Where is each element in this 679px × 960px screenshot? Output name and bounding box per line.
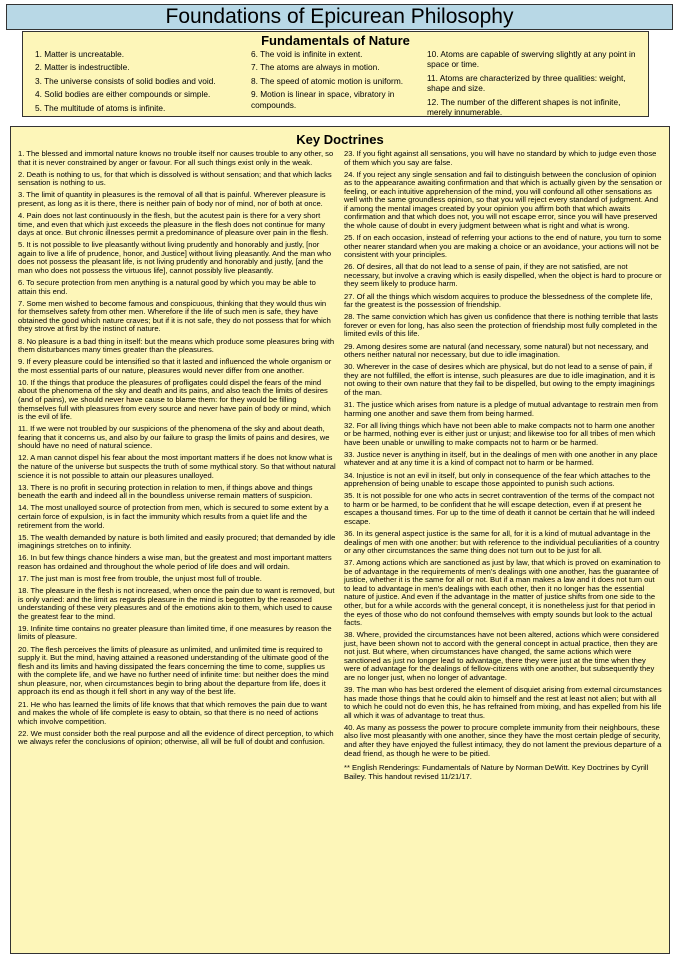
doctrine-33: 33. Justice never is anything in itself, but in the dealings of men with one another in any place whatever and at any time it is a kind of compact not to harm or be harmed. [344, 449, 658, 468]
fundamental-item: 6. The void is infinite in extent. [251, 49, 363, 59]
fundamental-item: 8. The speed of atomic motion is uniform. [251, 75, 404, 86]
fundamentals-column-1 [35, 49, 253, 116]
doctrine-9: 9. If every pleasure could be intensified so that it lasted and influenced the whole organism or the most essential parts of our nature, pleasures would never differ from one another. [18, 357, 332, 375]
doctrine-6: 6. To secure protection from men anything is a natural good by which you may be able to attain this end. [18, 278, 316, 296]
doctrine-23: 23. If you fight against all sensations, you will have no standard by which to judge even those of them which you say are false. [344, 149, 657, 167]
fundamental-item: 5. The multitude of atoms is infinite. [35, 102, 166, 113]
doctrine-2: 2. Death is nothing to us, for that which is dissolved is without sensation; and that which lacks sensation is nothing to us. [18, 169, 332, 188]
doctrines-right-column [344, 150, 662, 785]
doctrine-1: 1. The blessed and immortal nature knows no trouble itself nor causes trouble to any other, so that it is never constrained by anger or favour. For all such things exist only in the weak. [18, 149, 334, 167]
doctrine-25: 25. If on each occasion, instead of referring your actions to the end of nature, you turn to some other nearer standard when you are making a choice or an avoidance, your actions will not be consistent with your principles. [344, 233, 662, 260]
page-title: Foundations of Epicurean Philosophy [6, 4, 673, 30]
fundamental-item: 1. Matter is uncreatable. [35, 49, 125, 59]
doctrines-left-column [18, 150, 336, 750]
doctrine-38: 38. Where, provided the circumstances have not been altered, actions which were considered just, have been shown not to accord with the general concept in actual practice, then they are not just. But where, when circumstances have changed, the same actions which were sanctioned as just no longer lead to advantage, there they were just at the time when they were of advantage for the dealings of fellow-citizens with one another, but subsequently they are no longer just, when no longer of advantage. [344, 630, 659, 682]
fundamental-item: 3. The universe consists of solid bodies and void. [35, 75, 216, 86]
doctrine-8: 8. No pleasure is a bad thing in itself: but the means which produce some pleasures bring with them disturbances many times greater than the pleasures. [18, 336, 335, 355]
doctrine-16: 16. In but few things chance hinders a wise man, but the greatest and most important matters reason has ordained and throughout the whole period of life does and will ordain. [18, 553, 332, 571]
doctrine-32: 32. For all living things which have not been able to make compacts not to harm one another or be harmed, nothing ever is either just or unjust; and likewise too for all tribes of men which have been unable or unwilling to make compacts not to harm or be harmed. [344, 420, 656, 447]
fundamentals-column-3 [427, 49, 641, 120]
doctrine-19: 19. Infinite time contains no greater pleasure than limited time, if one measures by reason the limits of pleasure. [18, 623, 332, 642]
doctrine-35: 35. It is not possible for one who acts in secret contravention of the terms of the compact not to harm or be harmed, to be confident that he will escape detection, even if at present he escapes a thousand times. For up to the time of death it cannot be certain that he will indeed escape. [344, 491, 655, 526]
key-doctrines-heading: Key Doctrines [296, 132, 384, 147]
doctrine-40: 40. As many as possess the power to procure complete immunity from their neighbours, these also live most pleasantly with one another, since they have the most certain pledge of security, and after they have enjoyed the fullest intimacy, they do not lament the previous departure of a dead friend, as though he were to be pitied. [344, 722, 662, 758]
doctrine-15: 15. The wealth demanded by nature is both limited and easily procured; that demanded by idle imaginings stretches on to infinity. [18, 532, 336, 551]
doctrine-11: 11. If we were not troubled by our suspicions of the phenomena of the sky and about death, fearing that it concerns us, and also by our failure to grasp the limits of pains and desires, we should have no need of natural science. [18, 424, 330, 451]
doctrine-18: 18. The pleasure in the flesh is not increased, when once the pain due to want is removed, but is only varied: and the limit as regards pleasure in the mind is begotten by the reasoned understanding of these very pleasures and of the emotions akin to them, which used to cause the greatest fear to the mind. [18, 586, 335, 621]
fundamentals-column-2 [251, 49, 429, 113]
doctrine-20: 20. The flesh perceives the limits of pleasure as unlimited, and unlimited time is required to supply it. But the mind, having attained a reasoned understanding of the ultimate good of the flesh and its limits and having dissipated the fears concerning the time to come, supplies us with the complete life, and we have no further need of infinite time: but neither does the mind shun pleasure, nor, when circumstances begin to bring about the departure from life, does it approach its end as though it fell short in any way of the best life. [18, 644, 329, 697]
doctrine-21: 21. He who has learned the limits of life knows that that which removes the pain due to want and makes the whole of life complete is easy to obtain, so that there is no need of actions which involve competition. [18, 699, 327, 726]
doctrine-30: 30. Wherever in the case of desires which are physical, but do not lead to a sense of pain, if they are not fulfilled, the effort is intense, such pleasures are due to idle imagination, and it is not owing to their own nature that they fail to be dispelled, but owing to the empty imaginings of the man. [344, 362, 655, 397]
doctrine-5: 5. It is not possible to live pleasantly without living prudently and honorably and justly, [nor again to live a life of prudence, honor, and Justice] without living pleasantly. And the man who does not possess the pleasant life, is not living prudently and honorably and justly, [and the man who does not possess the virtuous life], cannot possibly live pleasantly. [18, 240, 332, 275]
fundamentals-heading: Fundamentals of Nature [261, 33, 410, 48]
doctrine-36: 36. In its general aspect justice is the same for all, for it is a kind of mutual advantage in the dealings of men with one another: but with reference to the individual peculiarities of a country or any other circumstances the same thing does not turn out to be just for all. [344, 529, 660, 556]
doctrine-13: 13. There is no profit in securing protection in relation to men, if things above and things beneath the earth and indeed all in the boundless universe remain matters of suspicion. [18, 482, 313, 501]
doctrine-3: 3. The limit of quantity in pleasures is the removal of all that is painful. Wherever pleasure is present, as long as it is there, there is neither pain of body nor of mind, nor of both at once. [18, 190, 326, 208]
fundamental-item: 2. Matter is indestructible. [35, 62, 130, 73]
credits-note: ** English Renderings: Fundamentals of Nature by Norman DeWitt. Key Doctrines by Cyrill Bailey. This handout revised 11/21/17. [344, 763, 649, 781]
doctrine-4: 4. Pain does not last continuously in the flesh, but the acutest pain is there for a very short time, and even that which just exceeds the pleasure in the flesh does not continue for many days at once. But chronic illnesses permit a predominance of pleasure over pain in the flesh. [18, 211, 329, 238]
doctrine-10: 10. If the things that produce the pleasures of profligates could dispel the fears of the mind about the phenomena of the sky and death and its pains, and also teach the limits of desires (and of pains), we should never have cause to blame them: for they would be filling themselves full with pleasures from every source and never have pain of body or mind, which is the evil of life. [18, 377, 331, 422]
doctrine-14: 14. The most unalloyed source of protection from men, which is secured to some extent by a certain force of expulsion, is in fact the immunity which results from a quiet life and the retirement from the world. [18, 503, 329, 530]
doctrine-37: 37. Among actions which are sanctioned as just by law, that which is proved on examination to be of advantage in the requirements of men's dealings with one another, has the guarantee of justice, whether it is the same for all or not. But if a man makes a law and it does not turn out to lead to advantage in men's dealings with each other, then it no longer has the essential nature of justice. And even if the advantage in the matter of justice shifts from one side to the other, but for a while accords with the general concept, it is nonetheless just for that period in the eyes of those who do not confound themselves with empty sounds but look to the actual facts. [344, 558, 661, 628]
doctrine-31: 31. The justice which arises from nature is a pledge of mutual advantage to restrain men from harming one another and save them from being harmed. [344, 399, 658, 418]
fundamental-item: 7. The atoms are always in motion. [251, 62, 380, 73]
doctrine-39: 39. The man who has best ordered the element of disquiet arising from external circumstances has made those things that he could akin to himself and the rest at least not alien; but with all to which he could not do even this, he has refrained from mixing, and has expelled from his life all which it was of advantage to treat thus. [344, 685, 662, 720]
doctrine-28: 28. The same conviction which has given us confidence that there is nothing terrible that lasts forever or even for long, has also seen the protection of friendship most fully completed in the limited evils of this life. [344, 312, 658, 339]
doctrine-29: 29. Among desires some are natural (and necessary, some natural) but not necessary, and others neither natural nor necessary, but due to idle imagination. [344, 341, 649, 360]
fundamental-item: 9. Motion is linear in space, vibratory in compounds. [251, 89, 395, 110]
doctrine-34: 34. Injustice is not an evil in itself, but only in consequence of the fear which attaches to the apprehension of being unable to escape those appointed to punish such actions. [344, 470, 651, 489]
doctrine-24: 24. If you reject any single sensation and fail to distinguish between the conclusion of opinion as to the appearance awaiting confirmation and that which is actually given by the sensation or feeling, or each intuitive apprehension of the mind, you will confound all other sensations as well with the same groundless opinion, so that you will reject every standard of judgment. And if among the mental images created by your opinion you affirm both that which awaits confirmation and that which does not, you will not escape error, since you will have preserved the whole cause of doubt in every judgment between what is right and what is wrong. [344, 169, 662, 230]
doctrine-27: 27. Of all the things which wisdom acquires to produce the blessedness of the complete life, far the greatest is the possession of friendship. [344, 291, 653, 310]
doctrine-26: 26. Of desires, all that do not lead to a sense of pain, if they are not satisfied, are not necessary, but involve a craving which is easily dispelled, when the object is hard to procure or they seem likely to produce harm. [344, 262, 662, 289]
fundamental-item: 4. Solid bodies are either compounds or simple. [35, 89, 211, 100]
fundamental-item: 10. Atoms are capable of swerving slightly at any point in space or time. [427, 49, 636, 70]
doctrine-12: 12. A man cannot dispel his fear about the most important matters if he does not know what is the nature of the universe but suspects the truth of some mythical story. So that without natural science it is not possible to attain our pleasures unalloyed. [18, 453, 336, 480]
doctrine-17: 17. The just man is most free from trouble, the unjust most full of trouble. [18, 574, 262, 584]
fundamental-item: 12. The number of the different shapes is not infinite, merely innumerable. [427, 96, 621, 117]
fundamental-item: 11. Atoms are characterized by three qualities: weight, shape and size. [427, 72, 626, 94]
doctrine-7: 7. Some men wished to become famous and conspicuous, thinking that they would thus win for themselves safety from other men. Wherefore if the life of such men is safe, they have obtained the good which nature craves; but if it is not safe, they do not possess that for which they strove at first by the instinct of nature. [18, 298, 331, 334]
doctrine-22: 22. We must consider both the real purpose and all the evidence of direct perception, to which we always refer the conclusions of opinion; otherwise, all will be full of doubt and confusion. [18, 728, 334, 747]
key-doctrines-panel [10, 126, 670, 954]
fundamentals-panel [22, 31, 649, 117]
